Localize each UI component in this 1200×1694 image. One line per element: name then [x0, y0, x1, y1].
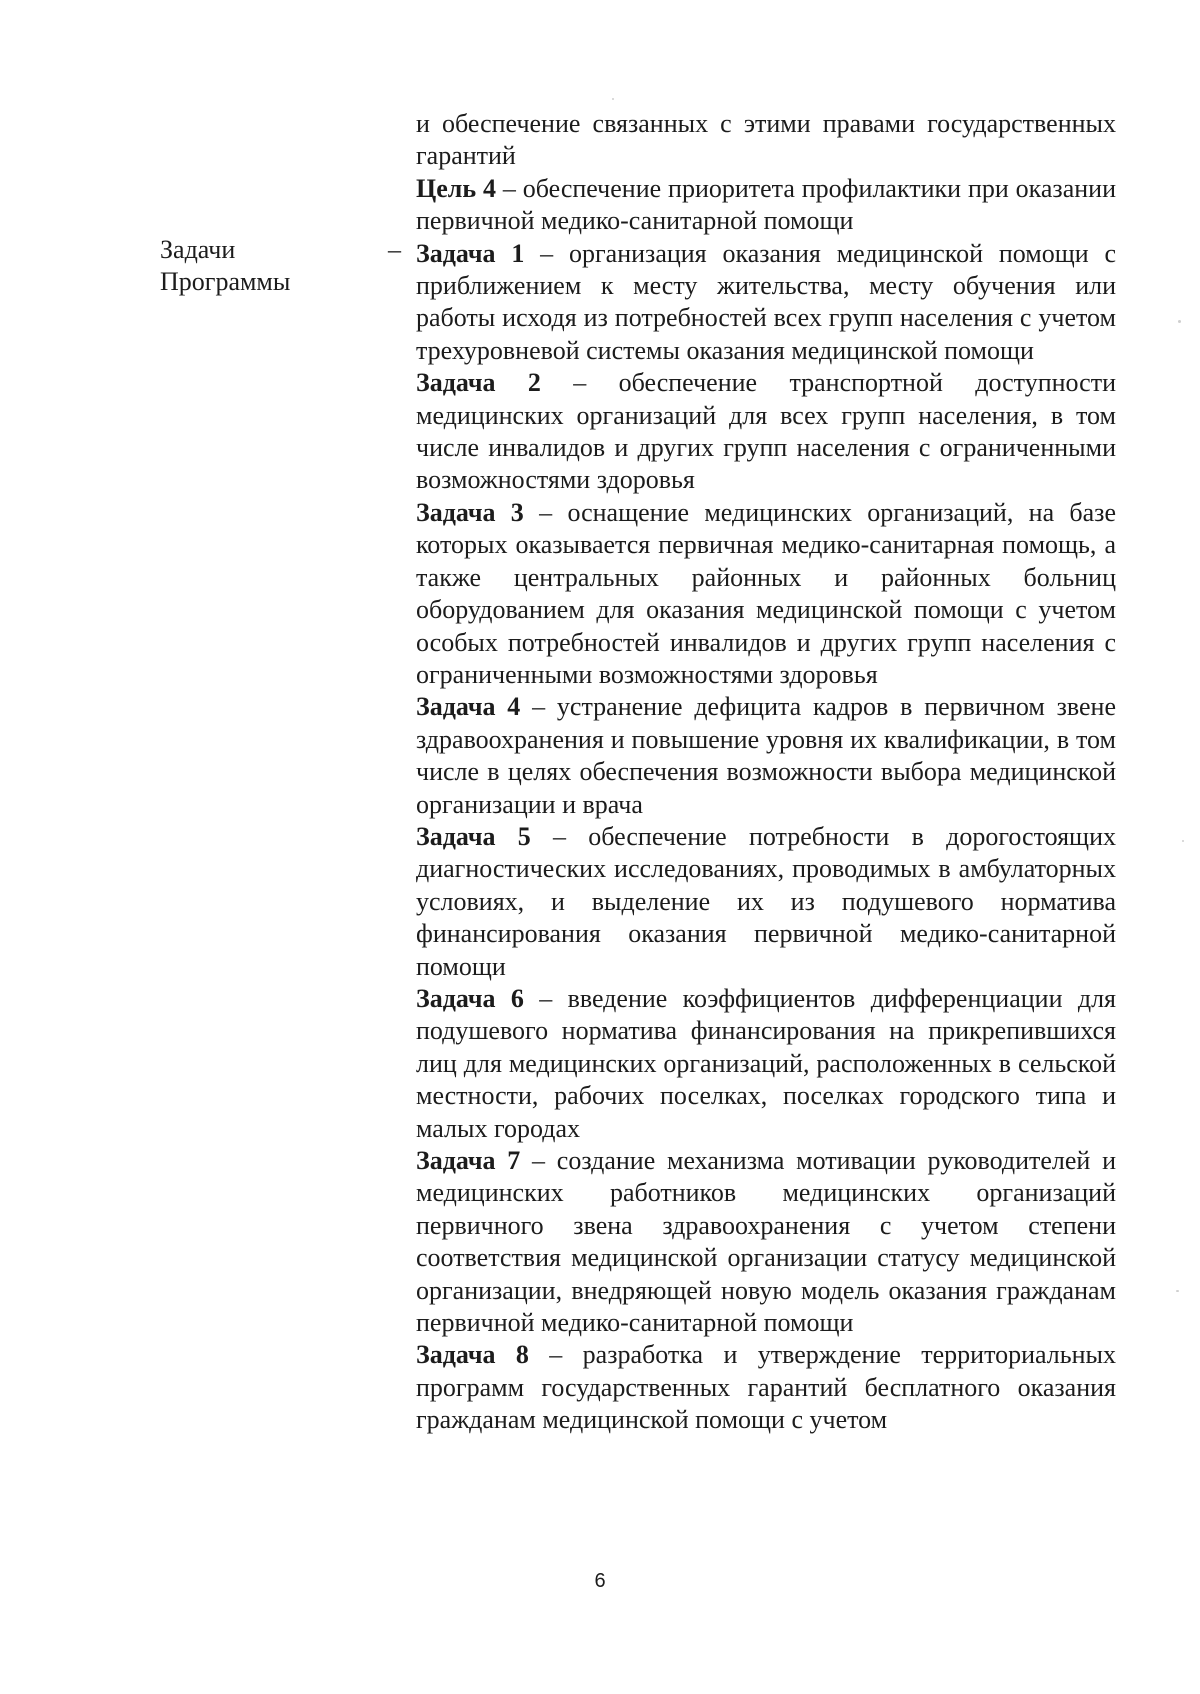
section-label-line-2: Программы — [160, 267, 291, 296]
paragraph-continuation: и обеспечение связанных с этими правами государственных гарантий — [416, 109, 1116, 171]
paragraph-task-7: Задача 7 – создание механизма мотивации руководителей и медицинских работников медицинских организаций первичного звена здравоохранения с учетом степени соответствия медицинской организации статусу медицинской организации, внедряющей новую модель оказания гражданам первичной медико-санитарной помощи — [416, 1146, 1116, 1338]
task-heading: Задача 2 — [416, 368, 541, 398]
goal-heading: Цель 4 — [416, 173, 496, 203]
task-heading: Задача 6 — [416, 983, 524, 1013]
scan-speck — [1182, 840, 1184, 842]
section-label-line-1: Задачи — [160, 235, 236, 264]
paragraph-task-4: Задача 4 – устранение дефицита кадров в первичном звене здравоохранения и повышение уровня их квалификации, в том числе в целях обеспечения возможности выбора медицинской организации и врача — [416, 692, 1116, 819]
content-column — [416, 108, 1116, 1437]
paragraph-task-8: Задача 8 – разработка и утверждение территориальных программ государственных гарантий бесплатного оказания гражданам медицинской помощи с учетом — [416, 1340, 1116, 1435]
scan-speck — [612, 98, 614, 100]
task-heading: Задача 7 — [416, 1146, 521, 1175]
task-heading: Задача 5 — [416, 821, 531, 851]
paragraph-task-6: Задача 6 – введение коэффициентов дифференциации для подушевого норматива финансирования на прикрепившихся лиц для медицинских организаций, расположенных в сельской местности, рабочих поселках, поселках городского типа и малых городах — [416, 983, 1116, 1143]
scan-speck — [1176, 1290, 1179, 1292]
scan-speck — [1178, 320, 1181, 323]
page-number: 6 — [594, 1570, 606, 1592]
task-heading: Задача 8 — [416, 1340, 529, 1370]
label-dash: – — [388, 235, 401, 264]
paragraph-task-3: Задача 3 – оснащение медицинских организаций, на базе которых оказывается первичная медико-санитарная помощь, а также центральных районных и районных больниц оборудованием для оказания медицинской помощи с учетом особых потребностей инвалидов и других групп населения с ограниченными возможностями здоровья — [416, 497, 1116, 689]
paragraph-task-1: Задача 1 – организация оказания медицинской помощи с приближением к месту жительства, месту обучения или работы исходя из потребностей всех групп населения с учетом трехуровневой системы оказания медицинской помощи — [416, 238, 1117, 365]
paragraph-task-2: Задача 2 – обеспечение транспортной доступности медицинских организаций для всех групп населения, в том числе инвалидов и других групп населения с ограниченными возможностями здоровья — [416, 368, 1116, 495]
section-label — [160, 234, 380, 298]
paragraph-goal-4: Цель 4 – обеспечение приоритета профилактики при оказании первичной медико-санитарной помощи — [416, 173, 1116, 236]
paragraph-task-5: Задача 5 – обеспечение потребности в дорогостоящих диагностических исследованиях, проводимых в амбулаторных условиях, и выделение их из подушевого норматива финансирования оказания первичной медико-санитарной помощи — [416, 821, 1116, 981]
task-heading: Задача 3 — [416, 497, 524, 527]
task-heading: Задача 1 — [416, 238, 525, 268]
task-heading: Задача 4 — [416, 692, 521, 722]
